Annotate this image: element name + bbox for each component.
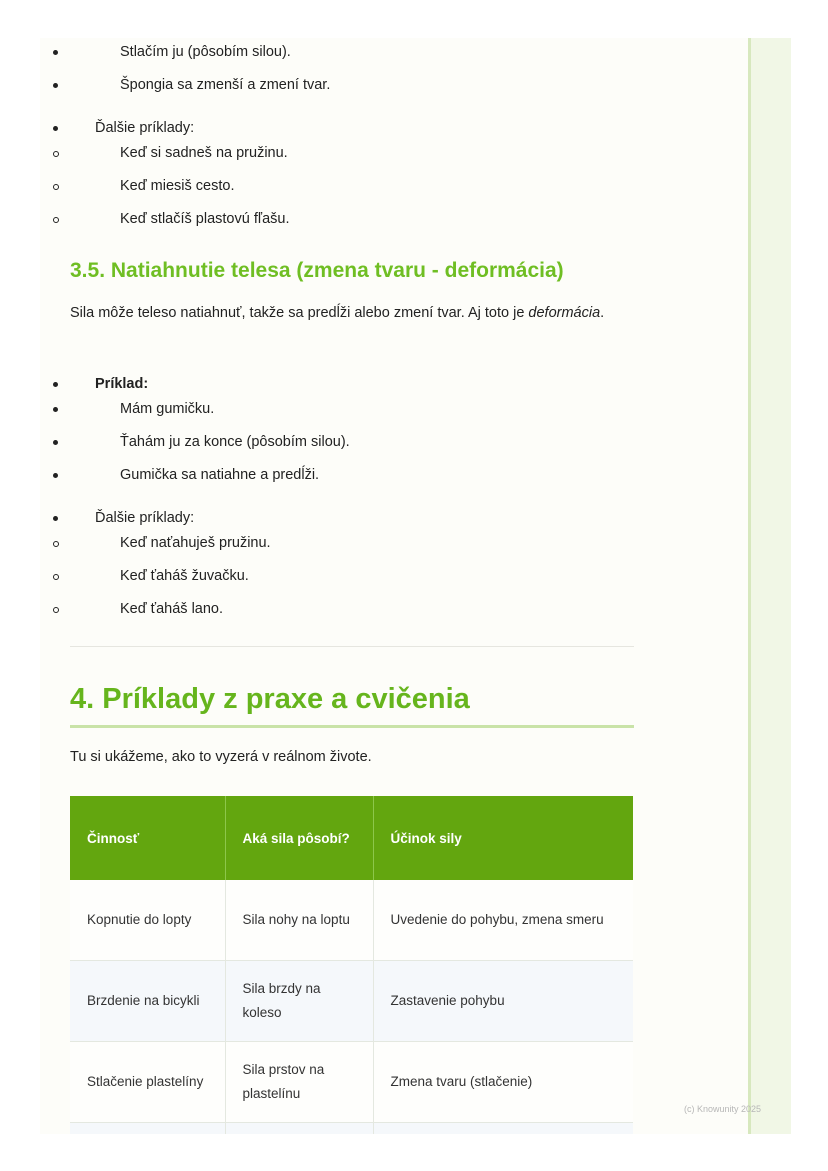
table-row: [70, 1042, 633, 1123]
section-heading-3-5: 3.5. Natiahnutie telesa (zmena tvaru - deformácia): [70, 259, 564, 282]
circle-bullet-icon: [53, 574, 59, 580]
list-item-text: Špongia sa zmenší a zmení tvar.: [120, 77, 331, 93]
bullet-icon: [53, 83, 58, 88]
bullet-icon: [53, 126, 58, 131]
document-page: [40, 38, 750, 1134]
circle-bullet-icon: [53, 217, 59, 223]
list-item: [70, 374, 148, 394]
list-item-text: Keď naťahuješ pružinu.: [120, 535, 271, 551]
list-item-text: Gumička sa natiahne a predĺži.: [120, 467, 320, 483]
table-header-cell: Aká sila pôsobí?: [225, 796, 373, 880]
section-intro: Tu si ukážeme, ako to vyzerá v reálnom živote.: [70, 749, 372, 765]
paragraph-text: Sila môže teleso natiahnuť, takže sa predĺži alebo zmení tvar. Aj toto je: [70, 305, 525, 321]
table-cell: Uvedenie do pohybu, zmena smeru: [373, 880, 633, 961]
table-row-partial: [70, 1123, 633, 1135]
side-margin-rule: [748, 38, 751, 1134]
bullet-icon: [53, 50, 58, 55]
examples-table: [70, 796, 633, 1134]
list-item: [70, 143, 288, 163]
table-cell: Brzdenie na bicykli: [70, 961, 225, 1042]
paragraph-emphasis: deformácia: [528, 305, 601, 321]
list-item: [70, 508, 194, 528]
circle-bullet-icon: [53, 541, 59, 547]
list-item: [70, 465, 319, 485]
table-cell: Kopnutie do lopty: [70, 880, 225, 961]
list-item-text: Stlačím ju (pôsobím silou).: [120, 44, 291, 60]
list-item-text: Ďalšie príklady:: [95, 120, 195, 136]
section-divider: [70, 646, 634, 647]
list-item-text: Keď ťaháš žuvačku.: [120, 568, 249, 584]
list-item: [70, 209, 290, 229]
list-item-text: Keď miesiš cesto.: [120, 178, 235, 194]
list-item-text: Mám gumičku.: [120, 401, 215, 417]
table-cell: Stlačenie plastelíny: [70, 1042, 225, 1123]
table-row: [70, 880, 633, 961]
circle-bullet-icon: [53, 184, 59, 190]
table-cell: Sila nohy na loptu: [225, 880, 373, 961]
heading-underline: [70, 725, 634, 728]
list-item: [70, 42, 291, 62]
table-header-cell: Činnosť: [70, 796, 225, 880]
paragraph-end: .: [600, 305, 605, 321]
table-cell: Zastavenie pohybu: [373, 961, 633, 1042]
list-item: [70, 399, 214, 419]
bullet-icon: [53, 407, 58, 412]
bullet-icon: [53, 473, 58, 478]
table-header-row: [70, 796, 633, 880]
table-cell: Sila brzdy na koleso: [225, 961, 373, 1042]
side-margin-band: [748, 38, 791, 1134]
table-cell: Zmena tvaru (stlačenie): [373, 1042, 633, 1123]
copyright-notice: (c) Knowunity 2025: [684, 1104, 762, 1114]
list-item-text: Keď stlačíš plastovú fľašu.: [120, 211, 290, 227]
section-heading-4: 4. Príklady z praxe a cvičenia: [70, 683, 470, 715]
list-item-text: Keď ťaháš lano.: [120, 601, 224, 617]
list-item-text: Príklad:: [95, 376, 149, 392]
list-item: [70, 599, 223, 619]
table-row: [70, 961, 633, 1042]
table-cell: [70, 1123, 225, 1135]
table-cell: [373, 1123, 633, 1135]
list-item: [70, 533, 271, 553]
list-item-text: Keď si sadneš na pružinu.: [120, 145, 288, 161]
list-item: [70, 75, 330, 95]
list-item-text: Ťahám ju za konce (pôsobím silou).: [120, 434, 350, 450]
table-cell: Sila prstov na plastelínu: [225, 1042, 373, 1123]
list-item: [70, 566, 249, 586]
circle-bullet-icon: [53, 151, 59, 157]
list-item-text: Ďalšie príklady:: [95, 510, 195, 526]
list-item: [70, 176, 234, 196]
table-header-cell: Účinok sily: [373, 796, 633, 880]
bullet-icon: [53, 382, 58, 387]
circle-bullet-icon: [53, 607, 59, 613]
table-cell: [225, 1123, 373, 1135]
section-paragraph: [70, 300, 634, 327]
bullet-icon: [53, 516, 58, 521]
list-item: [70, 118, 194, 138]
list-item: [70, 432, 350, 452]
bullet-icon: [53, 440, 58, 445]
